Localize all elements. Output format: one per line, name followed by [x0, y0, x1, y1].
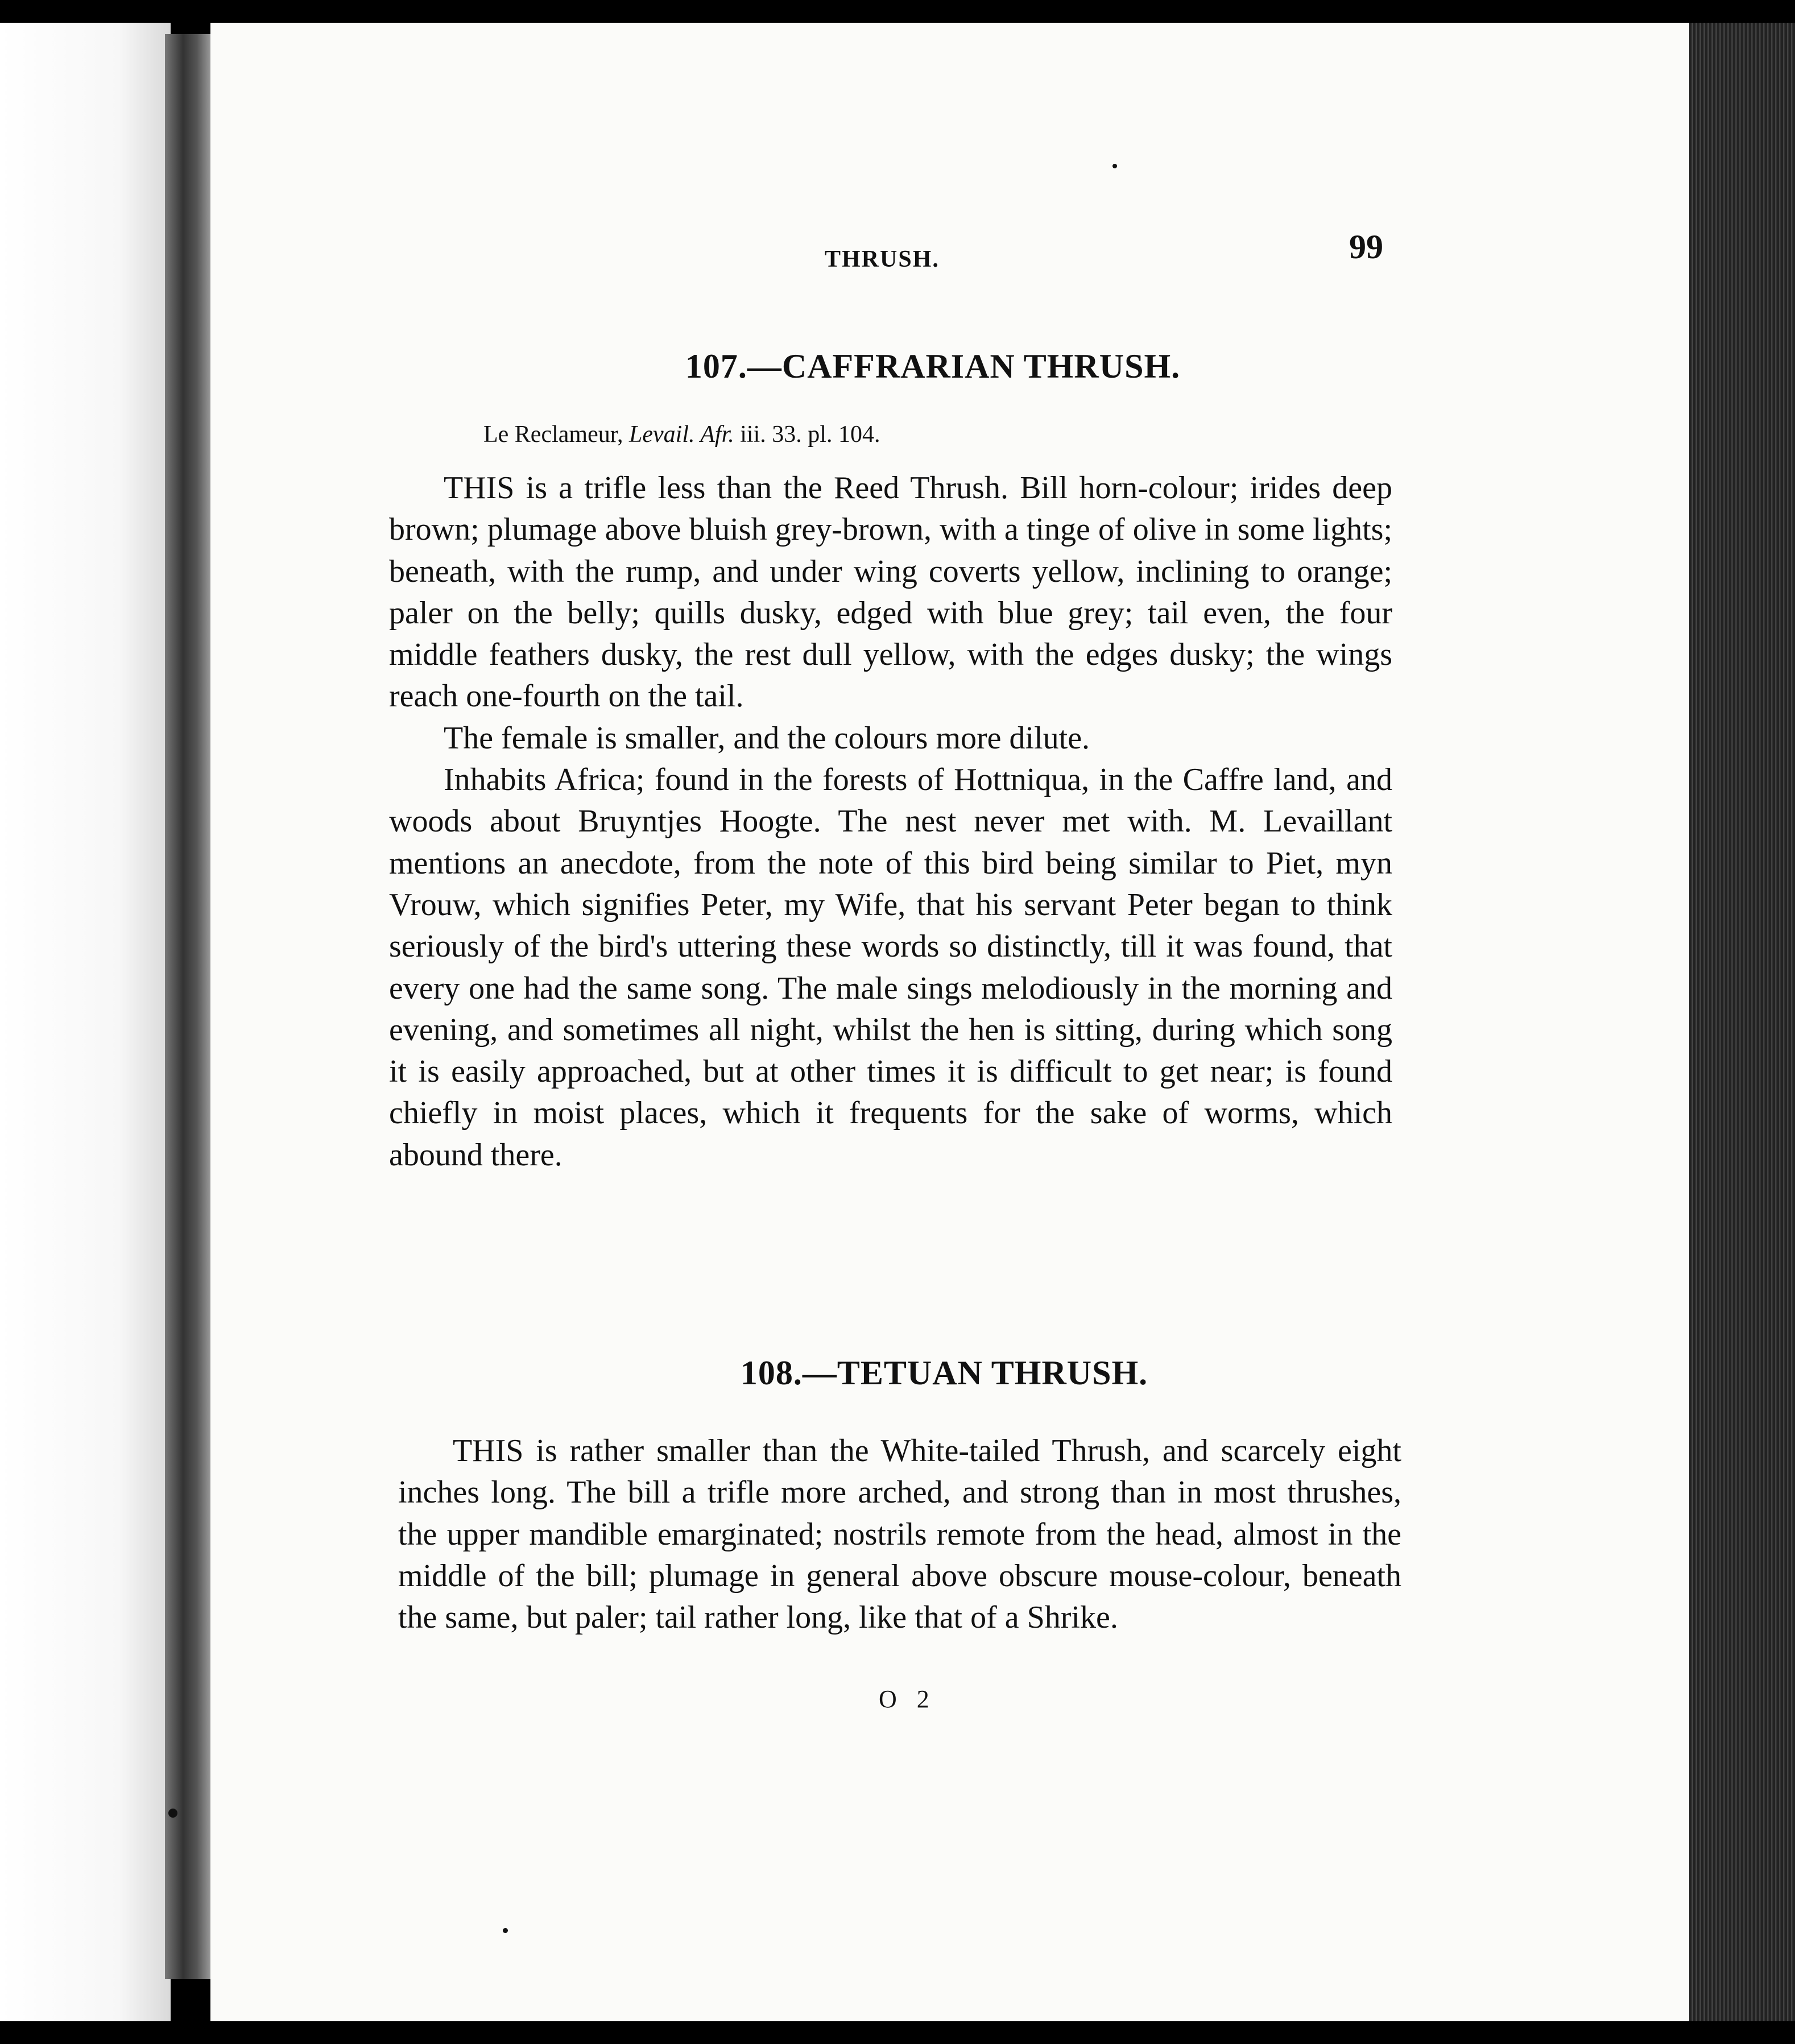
- page-stack-edge: [1689, 23, 1795, 2021]
- page-number: 99: [1349, 228, 1383, 266]
- paragraph: Inhabits Africa; found in the forests of Hottniqua, in the Caffre land, and woods about Bruyntjes Hoogte. The nest never met with. M. Levaillant mentions an anecdote, from the note of this bird being similar to Piet, myn Vrouw, which signifies Peter, my Wife, that his servant Peter began to think seriously of the bird's uttering these words so distinctly, till it was found, that every one had the same song. The male sings melodiously in the morning and evening, and sometimes all night, whilst the hen is sitting, during which song it is easily approached, but at other times it is difficult to get near; is found chiefly in moist places, which it frequents for the sake of worms, which abound there.: [389, 762, 1392, 1173]
- citation-prefix: Le Reclameur,: [483, 421, 623, 448]
- paragraph: THIS is a trifle less than the Reed Thrush. Bill horn-colour; irides deep brown; plumage above bluish grey-brown, with a tinge of olive in some lights; beneath, with the rump, and under wing coverts yellow, inclining to orange; paler on the belly; quills dusky, edged with blue grey; tail even, the four middle feathers dusky, the rest dull yellow, with the edges dusky; the wings reach one-fourth on the tail.: [389, 470, 1392, 714]
- citation-author: Levail. Afr.: [629, 421, 734, 448]
- ink-speck: [503, 1928, 508, 1933]
- ink-speck: [168, 1809, 177, 1818]
- paragraph: The female is smaller, and the colours more dilute.: [444, 720, 1090, 756]
- section-body-107: [389, 467, 1392, 1176]
- citation-107: [483, 421, 880, 448]
- paragraph: THIS is rather smaller than the White-tailed Thrush, and scarcely eight inches long. The bill a trifle more arched, and strong than in most thrushes, the upper mandible emarginated; nostrils remote from the head, almost in the middle of the bill; plumage in general above obscure mouse-colour, beneath the same, but paler; tail rather long, like that of a Shrike.: [398, 1433, 1401, 1636]
- signature-mark: O 2: [879, 1685, 936, 1713]
- book-gutter: [165, 34, 210, 1979]
- citation-reference: iii. 33. pl. 104.: [740, 421, 880, 448]
- section-body-108: [398, 1430, 1401, 1638]
- section-heading-107: 107.—CAFFRARIAN THRUSH.: [685, 347, 1181, 385]
- running-head: THRUSH.: [825, 246, 940, 272]
- ink-speck: [1112, 164, 1117, 168]
- facing-page-edge: [0, 23, 171, 2021]
- section-heading-108: 108.—TETUAN THRUSH.: [740, 1354, 1148, 1392]
